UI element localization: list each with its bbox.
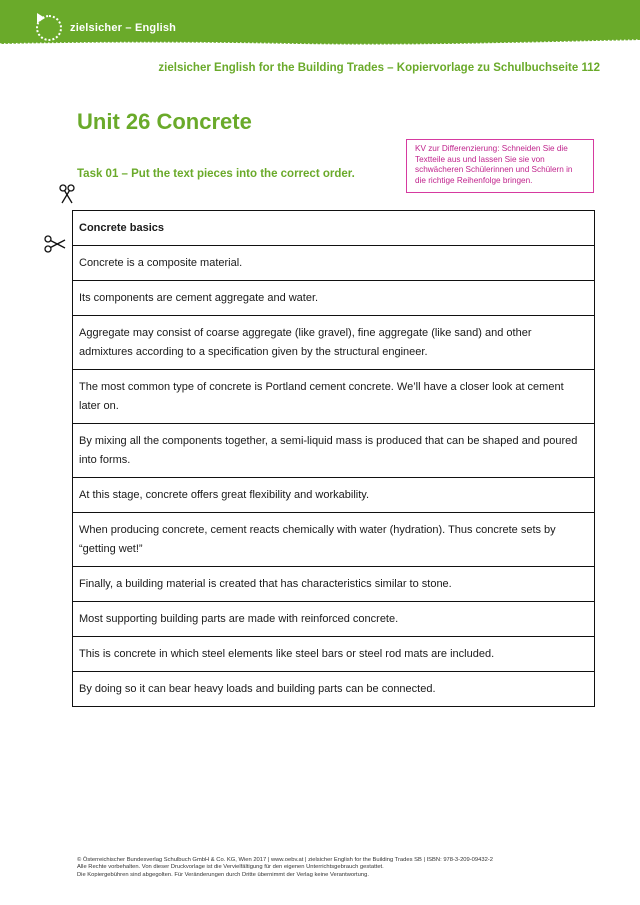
text-strip: At this stage, concrete offers great flexibility and workability. <box>73 477 594 512</box>
page-header: zielsicher English for the Building Trades – Kopiervorlage zu Schulbuchseite 112 <box>158 62 600 74</box>
brand-logo <box>36 12 176 44</box>
header-banner <box>0 0 640 44</box>
footer-copyright: © Österreichischer Bundesverlag Schulbuch GmbH & Co. KG, Wien 2017 | www.oebv.at | zielsicher English for the Building Trades SB | ISBN: 978-3-209-09432-2 <box>77 857 493 863</box>
brand-name: zielsicher – English <box>70 22 177 34</box>
text-strip: Its components are cement aggregate and water. <box>73 280 594 315</box>
text-strip: When producing concrete, cement reacts chemically with water (hydration). Thus concrete sets by “getting wet!” <box>73 512 594 566</box>
text-strip: Aggregate may consist of coarse aggregate (like gravel), fine aggregate (like sand) and other admixtures according to a specification given by the structural engineer. <box>73 315 594 369</box>
task-instruction: Task 01 – Put the text pieces into the correct order. <box>77 168 355 180</box>
cut-out-strips <box>72 210 595 707</box>
play-icon <box>36 15 62 41</box>
text-strip: Most supporting building parts are made with reinforced concrete. <box>73 601 594 636</box>
footer <box>77 857 597 879</box>
text-strip: By doing so it can bear heavy loads and building parts can be connected. <box>73 671 594 706</box>
footer-rights: Alle Rechte vorbehalten. Von dieser Druckvorlage ist die Vervielfältigung für den eigenen Unterrichtsgebrauch gestattet. <box>77 864 384 871</box>
text-strip: The most common type of concrete is Portland cement concrete. We’ll have a closer look at cement later on. <box>73 369 594 423</box>
text-strip: Concrete is a composite material. <box>73 245 594 280</box>
text-strip: By mixing all the components together, a semi-liquid mass is produced that can be shaped and poured into forms. <box>73 423 594 477</box>
page-title: Unit 26 Concrete <box>77 109 252 134</box>
scissors-icon <box>58 184 76 209</box>
footer-disclaimer: Die Kopiergebühren sind abgegolten. Für Veränderungen durch Dritte übernimmt der Verlag keine Verantwortung. <box>77 871 369 878</box>
strip-heading: Concrete basics <box>79 222 164 234</box>
teacher-note: KV zur Differenzierung: Schneiden Sie die Textteile aus und lassen Sie sie von schwächeren Schülerinnen und Schülern in die richtige Reihenfolge bringen. <box>406 139 594 193</box>
scissors-icon <box>44 235 66 258</box>
text-strip: This is concrete in which steel elements like steel bars or steel rod mats are included. <box>73 636 594 671</box>
text-strip: Finally, a building material is created that has characteristics similar to stone. <box>73 566 594 601</box>
